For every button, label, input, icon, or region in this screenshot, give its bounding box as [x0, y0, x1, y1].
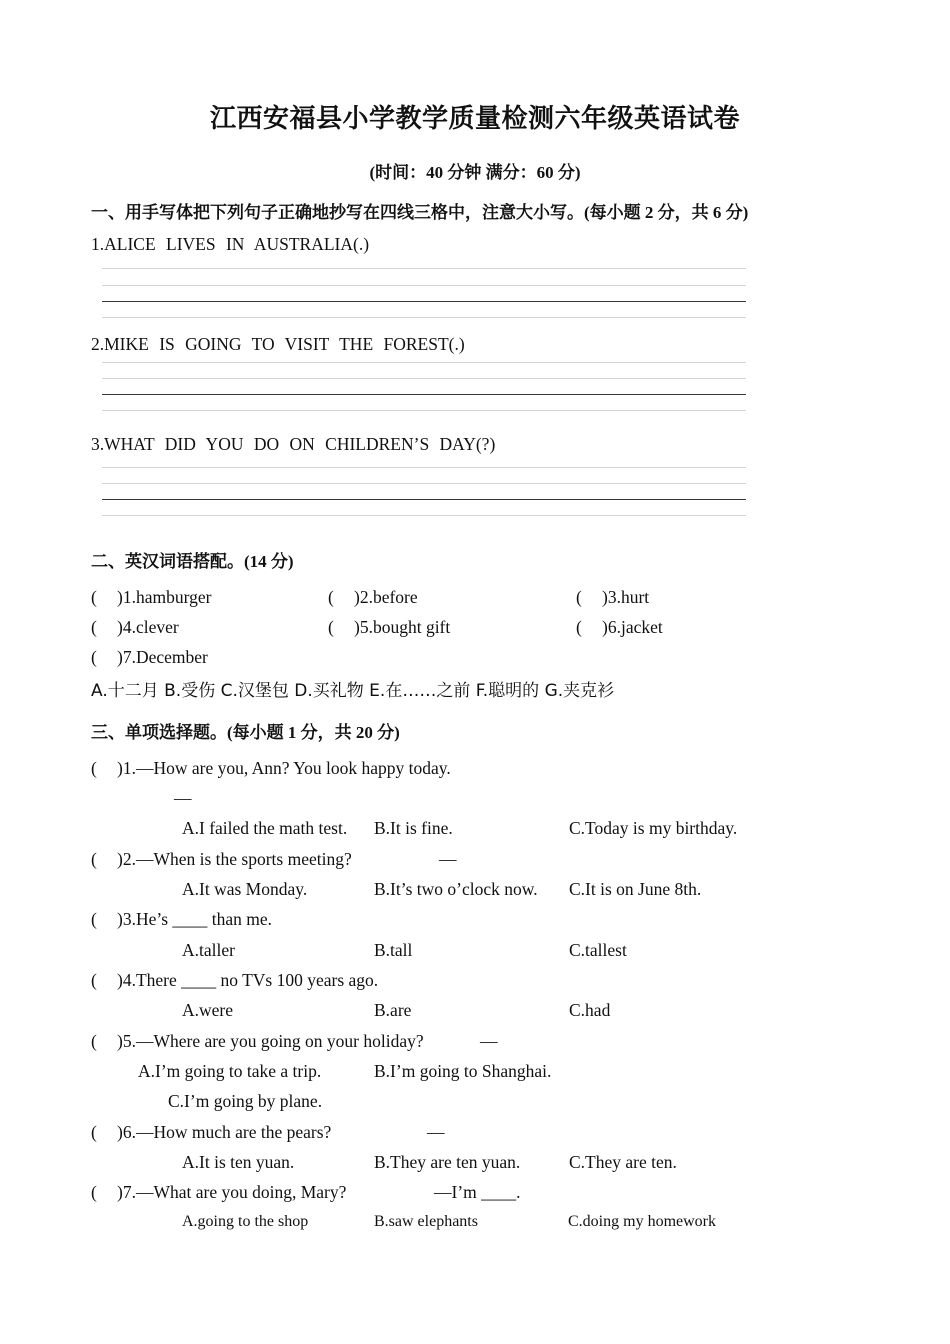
option-c[interactable]: C.doing my homework [568, 1213, 716, 1230]
question-1: ( )1.—How are you, Ann? You look happy today. [91, 758, 451, 778]
copy-sentence-2: 2.MIKE IS GOING TO VISIT THE FOREST(.) [91, 334, 465, 354]
option-c[interactable]: C.tallest [569, 940, 627, 960]
option-c[interactable]: C.I’m going by plane. [168, 1091, 323, 1111]
option-a[interactable]: A.I’m going to take a trip. [138, 1061, 322, 1081]
answer-blank[interactable]: ( [91, 909, 97, 929]
answer-blank[interactable]: ( [91, 587, 97, 607]
answer-blank[interactable]: ( [91, 1031, 97, 1051]
answer-blank[interactable]: ( [576, 587, 582, 607]
option-c[interactable]: C.It is on June 8th. [569, 879, 702, 899]
writing-line [102, 515, 746, 516]
reply-dash: — [427, 1122, 445, 1142]
option-a[interactable]: A.It is ten yuan. [182, 1152, 295, 1172]
answer-blank[interactable]: ( [91, 1122, 97, 1142]
answer-blank[interactable]: ( [91, 849, 97, 869]
writing-line [102, 467, 746, 468]
answer-blank[interactable]: ( [328, 617, 334, 637]
answer-blank[interactable]: ( [91, 1182, 97, 1202]
option-b[interactable]: B.saw elephants [374, 1213, 478, 1230]
writing-line [102, 285, 746, 286]
writing-line [102, 410, 746, 411]
option-a[interactable]: A.were [182, 1000, 234, 1020]
answer-blank[interactable]: ( [91, 970, 97, 990]
option-c[interactable]: C.had [569, 1000, 611, 1020]
writing-line [102, 499, 746, 500]
answer-blank[interactable]: ( [91, 647, 97, 667]
answer-blank[interactable]: ( [91, 617, 97, 637]
question-6: ( )6.—How much are the pears? [91, 1122, 332, 1142]
copy-sentence-3: 3.WHAT DID YOU DO ON CHILDREN’S DAY(?) [91, 434, 496, 454]
exam-info: (时间：40 分钟 满分：60 分) [369, 163, 581, 182]
question-5: ( )5.—Where are you going on your holiday? [91, 1031, 424, 1051]
option-b[interactable]: B.tall [374, 940, 413, 960]
option-b[interactable]: B.It is fine. [374, 818, 453, 838]
option-a[interactable]: A.going to the shop [182, 1213, 309, 1230]
reply-text: —I’m ____. [434, 1182, 521, 1202]
option-b[interactable]: B.They are ten yuan. [374, 1152, 521, 1172]
question-7: ( )7.—What are you doing, Mary? [91, 1182, 347, 1202]
writing-line [102, 268, 746, 269]
reply-dash: — [480, 1031, 498, 1051]
section-3-heading: 三、单项选择题。(每小题 1 分，共 20 分) [91, 723, 400, 742]
match-item: ( )4.clever [91, 617, 179, 637]
match-item: ( )5.bought gift [328, 617, 451, 637]
page-title: 江西安福县小学教学质量检测六年级英语试卷 [209, 104, 740, 134]
reply-dash: — [174, 788, 192, 808]
writing-line [102, 301, 746, 302]
section-2-heading: 二、英汉词语搭配。(14 分) [91, 552, 294, 571]
question-3: ( )3.He’s ____ than me. [91, 909, 273, 929]
question-4: ( )4.There ____ no TVs 100 years ago. [91, 970, 379, 990]
match-item: ( )2.before [328, 587, 418, 607]
writing-line [102, 378, 746, 379]
match-answer-options: A.十二月 B.受伤 C.汉堡包 D.买礼物 E.在……之前 F.聪明的 G.夹克衫 [91, 681, 615, 701]
question-2: ( )2.—When is the sports meeting? [91, 849, 352, 869]
option-b[interactable]: B.I’m going to Shanghai. [374, 1061, 552, 1081]
option-b[interactable]: B.It’s two o’clock now. [374, 879, 538, 899]
writing-line [102, 362, 746, 363]
section-1-heading: 一、用手写体把下列句子正确地抄写在四线三格中，注意大小写。(每小题 2 分，共 6 分) [91, 203, 749, 222]
match-item: ( )6.jacket [576, 617, 663, 637]
option-b[interactable]: B.are [374, 1000, 412, 1020]
match-item: ( )7.December [91, 647, 208, 667]
writing-line [102, 394, 746, 395]
writing-line [102, 483, 746, 484]
reply-dash: — [439, 849, 457, 869]
match-item: ( )1.hamburger [91, 587, 212, 607]
option-a[interactable]: A.It was Monday. [182, 879, 308, 899]
option-c[interactable]: C.They are ten. [569, 1152, 677, 1172]
match-item: ( )3.hurt [576, 587, 650, 607]
option-a[interactable]: A.taller [182, 940, 235, 960]
answer-blank[interactable]: ( [576, 617, 582, 637]
writing-line [102, 317, 746, 318]
option-a[interactable]: A.I failed the math test. [182, 818, 348, 838]
option-c[interactable]: C.Today is my birthday. [569, 818, 738, 838]
answer-blank[interactable]: ( [328, 587, 334, 607]
answer-blank[interactable]: ( [91, 758, 97, 778]
copy-sentence-1: 1.ALICE LIVES IN AUSTRALIA(.) [91, 234, 370, 254]
